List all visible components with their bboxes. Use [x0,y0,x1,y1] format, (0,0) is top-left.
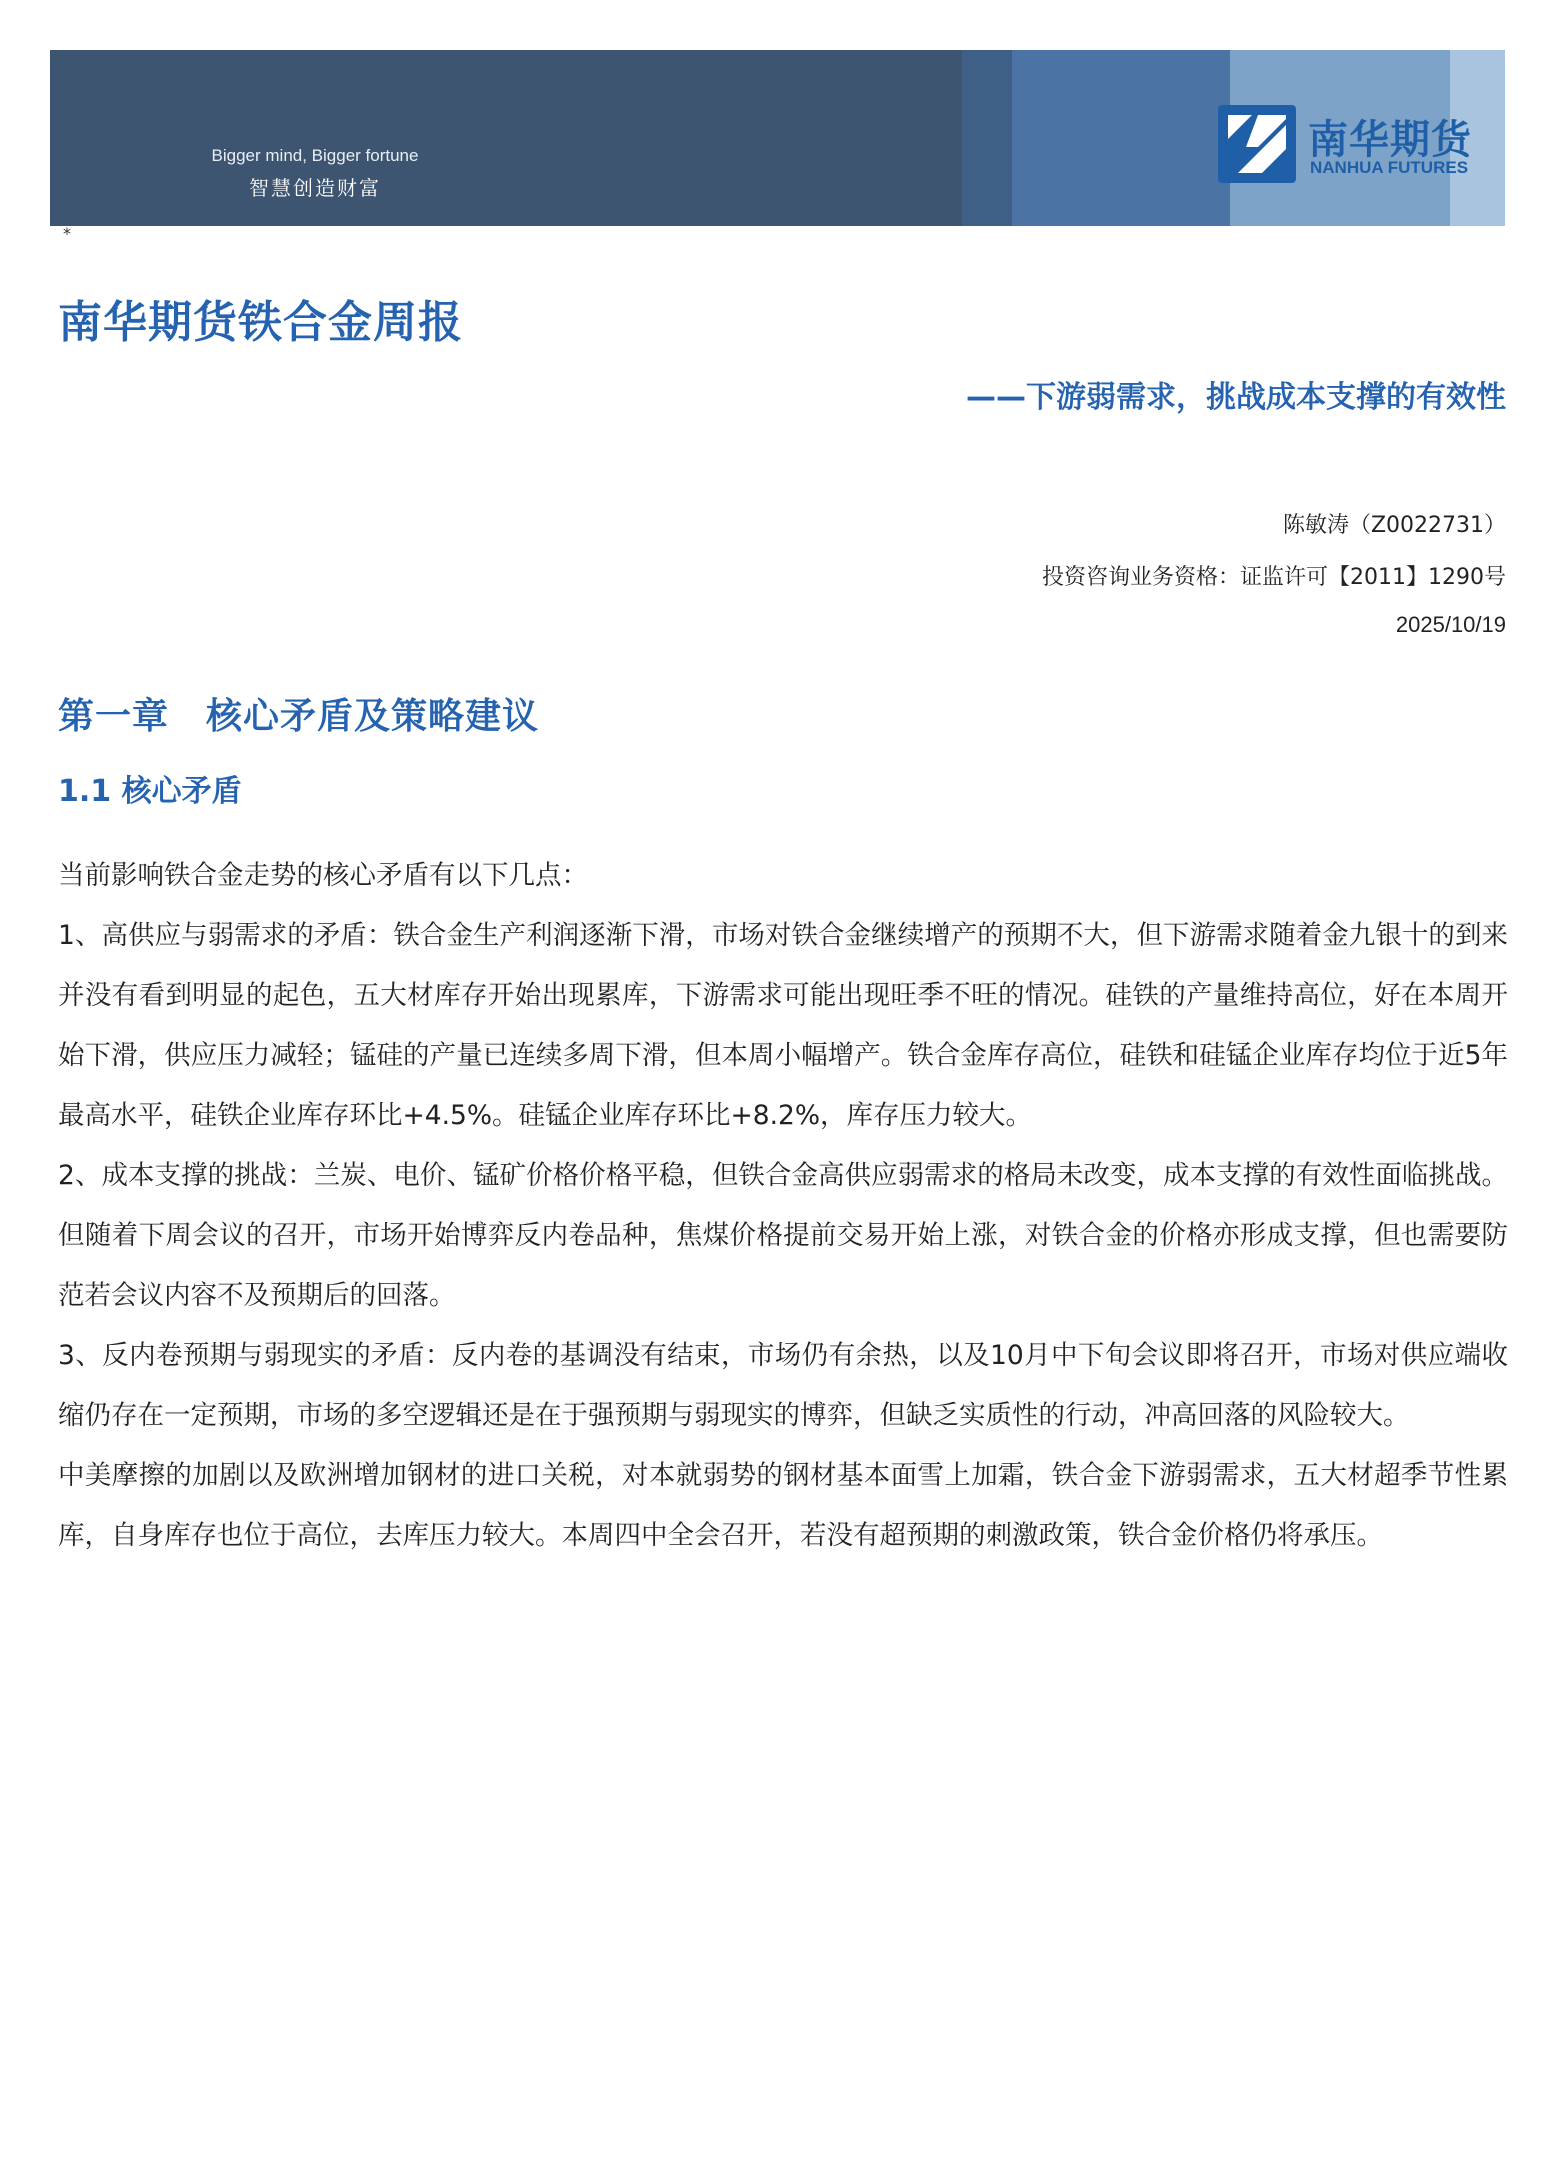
body-text [58,846,1508,1566]
footnote-marker: * [63,224,71,243]
chapter-heading: 第一章 核心矛盾及策略建议 [58,696,540,737]
slogan-english: Bigger mind, Bigger fortune [211,146,419,165]
license-info: 投资咨询业务资格：证监许可【2011】1290号 [1042,565,1506,590]
paragraph: 3、反内卷预期与弱现实的矛盾：反内卷的基调没有结束，市场仍有余热，以及10月中下旬会议即将召开，市场对供应端收缩仍存在一定预期，市场的多空逻辑还是在于强预期与弱现实的博弈，但缺乏实质性的行动，冲高回落的风险较大。 [58,1340,1508,1431]
nanhua-logo-icon [1218,105,1296,183]
report-title: 南华期货铁合金周报 [58,297,463,348]
banner-segment [1012,50,1230,226]
banner-segment [962,50,1012,226]
author: 陈敏涛（Z0022731） [1282,513,1506,538]
logo-english-name: NANHUA FUTURES [1310,158,1469,177]
report-date: 2025/10/19 [1395,612,1506,637]
logo-chinese-name: 南华期货 [1308,117,1472,163]
slogan-chinese: 智慧创造财富 [249,176,381,200]
paragraph: 中美摩擦的加剧以及欧洲增加钢材的进口关税，对本就弱势的钢材基本面雪上加霜，铁合金下游弱需求，五大材超季节性累库，自身库存也位于高位，去库压力较大。本周四中全会召开，若没有超预期的刺激政策，铁合金价格仍将承压。 [58,1460,1508,1551]
header-banner [50,50,1505,226]
paragraph: 1、高供应与弱需求的矛盾：铁合金生产利润逐渐下滑，市场对铁合金继续增产的预期不大，但下游需求随着金九银十的到来并没有看到明显的起色，五大材库存开始出现累库，下游需求可能出现旺季不旺的情况。硅铁的产量维持高位，好在本周开始下滑，供应压力减轻；锰硅的产量已连续多周下滑，但本周小幅增产。铁合金库存高位，硅铁和硅锰企业库存均位于近5年最高水平，硅铁企业库存环比+4.5%。硅锰企业库存环比+8.2%，库存压力较大。 [58,920,1508,1131]
section-heading: 1.1 核心矛盾 [58,774,242,809]
report-subtitle: ——下游弱需求，挑战成本支撑的有效性 [966,380,1506,415]
paragraph: 当前影响铁合金走势的核心矛盾有以下几点： [58,860,588,891]
paragraph: 2、成本支撑的挑战：兰炭、电价、锰矿价格价格平稳，但铁合金高供应弱需求的格局未改变，成本支撑的有效性面临挑战。但随着下周会议的召开，市场开始博弈反内卷品种，焦煤价格提前交易开始上涨，对铁合金的价格亦形成支撑，但也需要防范若会议内容不及预期后的回落。 [58,1160,1508,1311]
